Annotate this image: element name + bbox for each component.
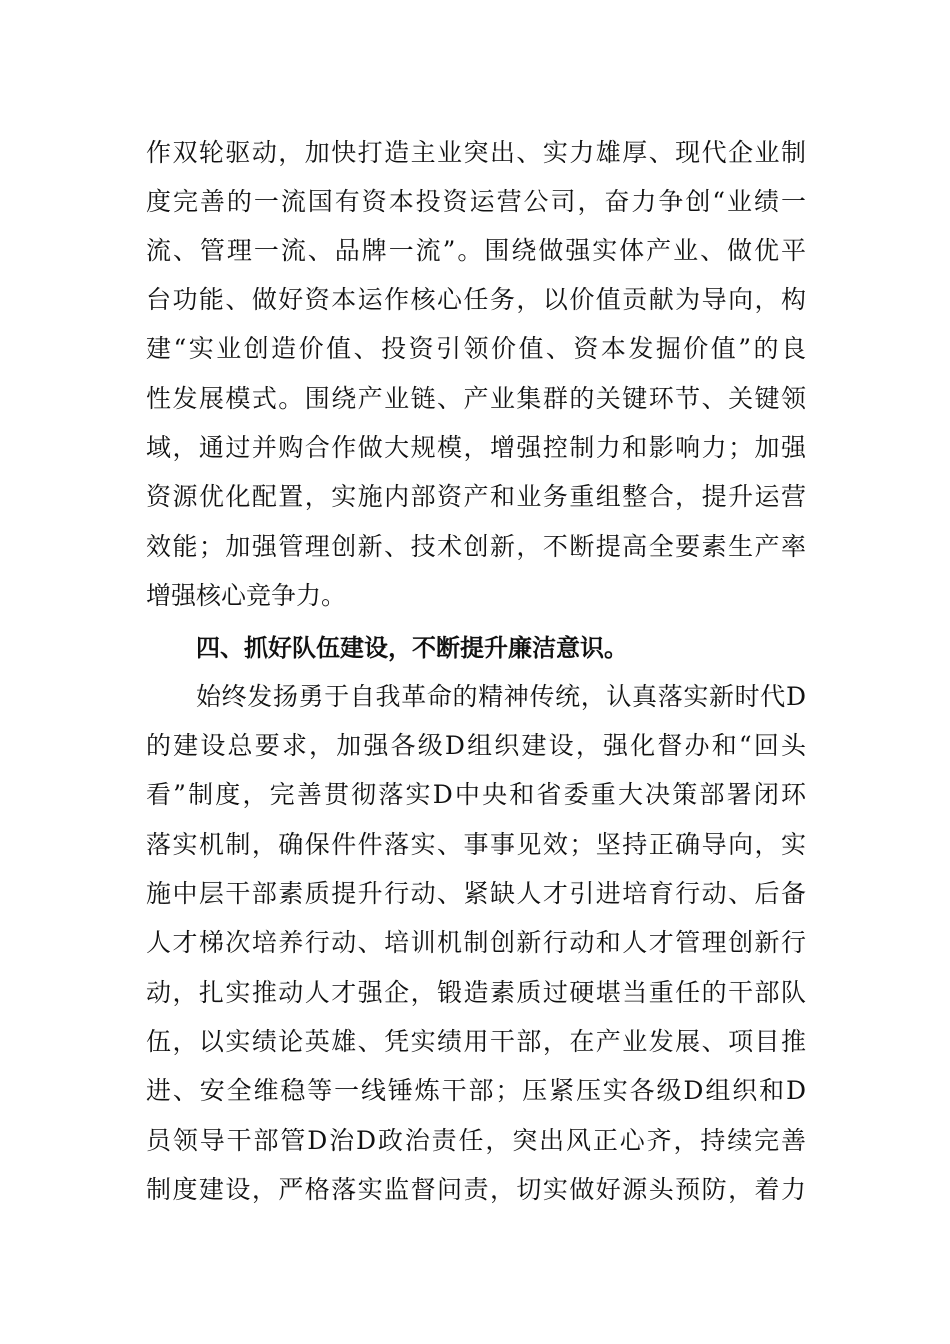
paragraph-1-line: 流、管理一流、品牌一流”。围绕做强实体产业、做优平 <box>146 236 806 265</box>
paragraph-1-line: 域，通过并购合作做大规模，增强控制力和影响力；加强 <box>146 433 806 462</box>
paragraph-1-line: 建“实业创造价值、投资引领价值、资本发掘价值”的良 <box>146 334 806 363</box>
paragraph-2-line: 施中层干部素质提升行动、紧缺人才引进培育行动、后备 <box>146 879 806 908</box>
paragraph-2-line: 伍，以实绩论英雄、凭实绩用干部，在产业发展、项目推 <box>146 1027 806 1056</box>
paragraph-1-line: 效能；加强管理创新、技术创新，不断提高全要素生产率 <box>146 532 806 561</box>
paragraph-2-line: 落实机制，确保件件落实、事事见效；坚持正确导向，实 <box>146 830 806 859</box>
paragraph-1-line: 增强核心竞争力。 <box>146 581 347 610</box>
paragraph-2-line: 看”制度，完善贯彻落实D中央和省委重大决策部署闭环 <box>146 780 806 809</box>
paragraph-2-line: 的建设总要求，加强各级D组织建设，强化督办和“回头 <box>146 731 806 760</box>
paragraph-1-line: 资源优化配置，实施内部资产和业务重组整合，提升运营 <box>146 482 806 511</box>
section-heading: 四、抓好队伍建设，不断提升廉洁意识。 <box>196 634 628 662</box>
paragraph-1-line: 作双轮驱动，加快打造主业突出、实力雄厚、现代企业制 <box>146 138 806 167</box>
paragraph-2-line: 动，扎实推动人才强企，锻造素质过硬堪当重任的干部队 <box>146 978 806 1007</box>
paragraph-2-line: 制度建设，严格落实监督问责，切实做好源头预防，着力 <box>146 1175 806 1204</box>
paragraph-2-line: 始终发扬勇于自我革命的精神传统，认真落实新时代D <box>196 682 806 711</box>
paragraph-2-line: 员领导干部管D治D政治责任，突出风正心齐，持续完善 <box>146 1126 806 1155</box>
paragraph-2-line: 进、安全维稳等一线锤炼干部；压紧压实各级D组织和D <box>146 1076 806 1105</box>
paragraph-1-line: 台功能、做好资本运作核心任务，以价值贡献为导向，构 <box>146 285 806 314</box>
paragraph-1-line: 性发展模式。围绕产业链、产业集群的关键环节、关键领 <box>146 384 806 413</box>
paragraph-2-line: 人才梯次培养行动、培训机制创新行动和人才管理创新行 <box>146 928 806 957</box>
paragraph-1-line: 度完善的一流国有资本投资运营公司，奋力争创“业绩一 <box>146 187 806 216</box>
